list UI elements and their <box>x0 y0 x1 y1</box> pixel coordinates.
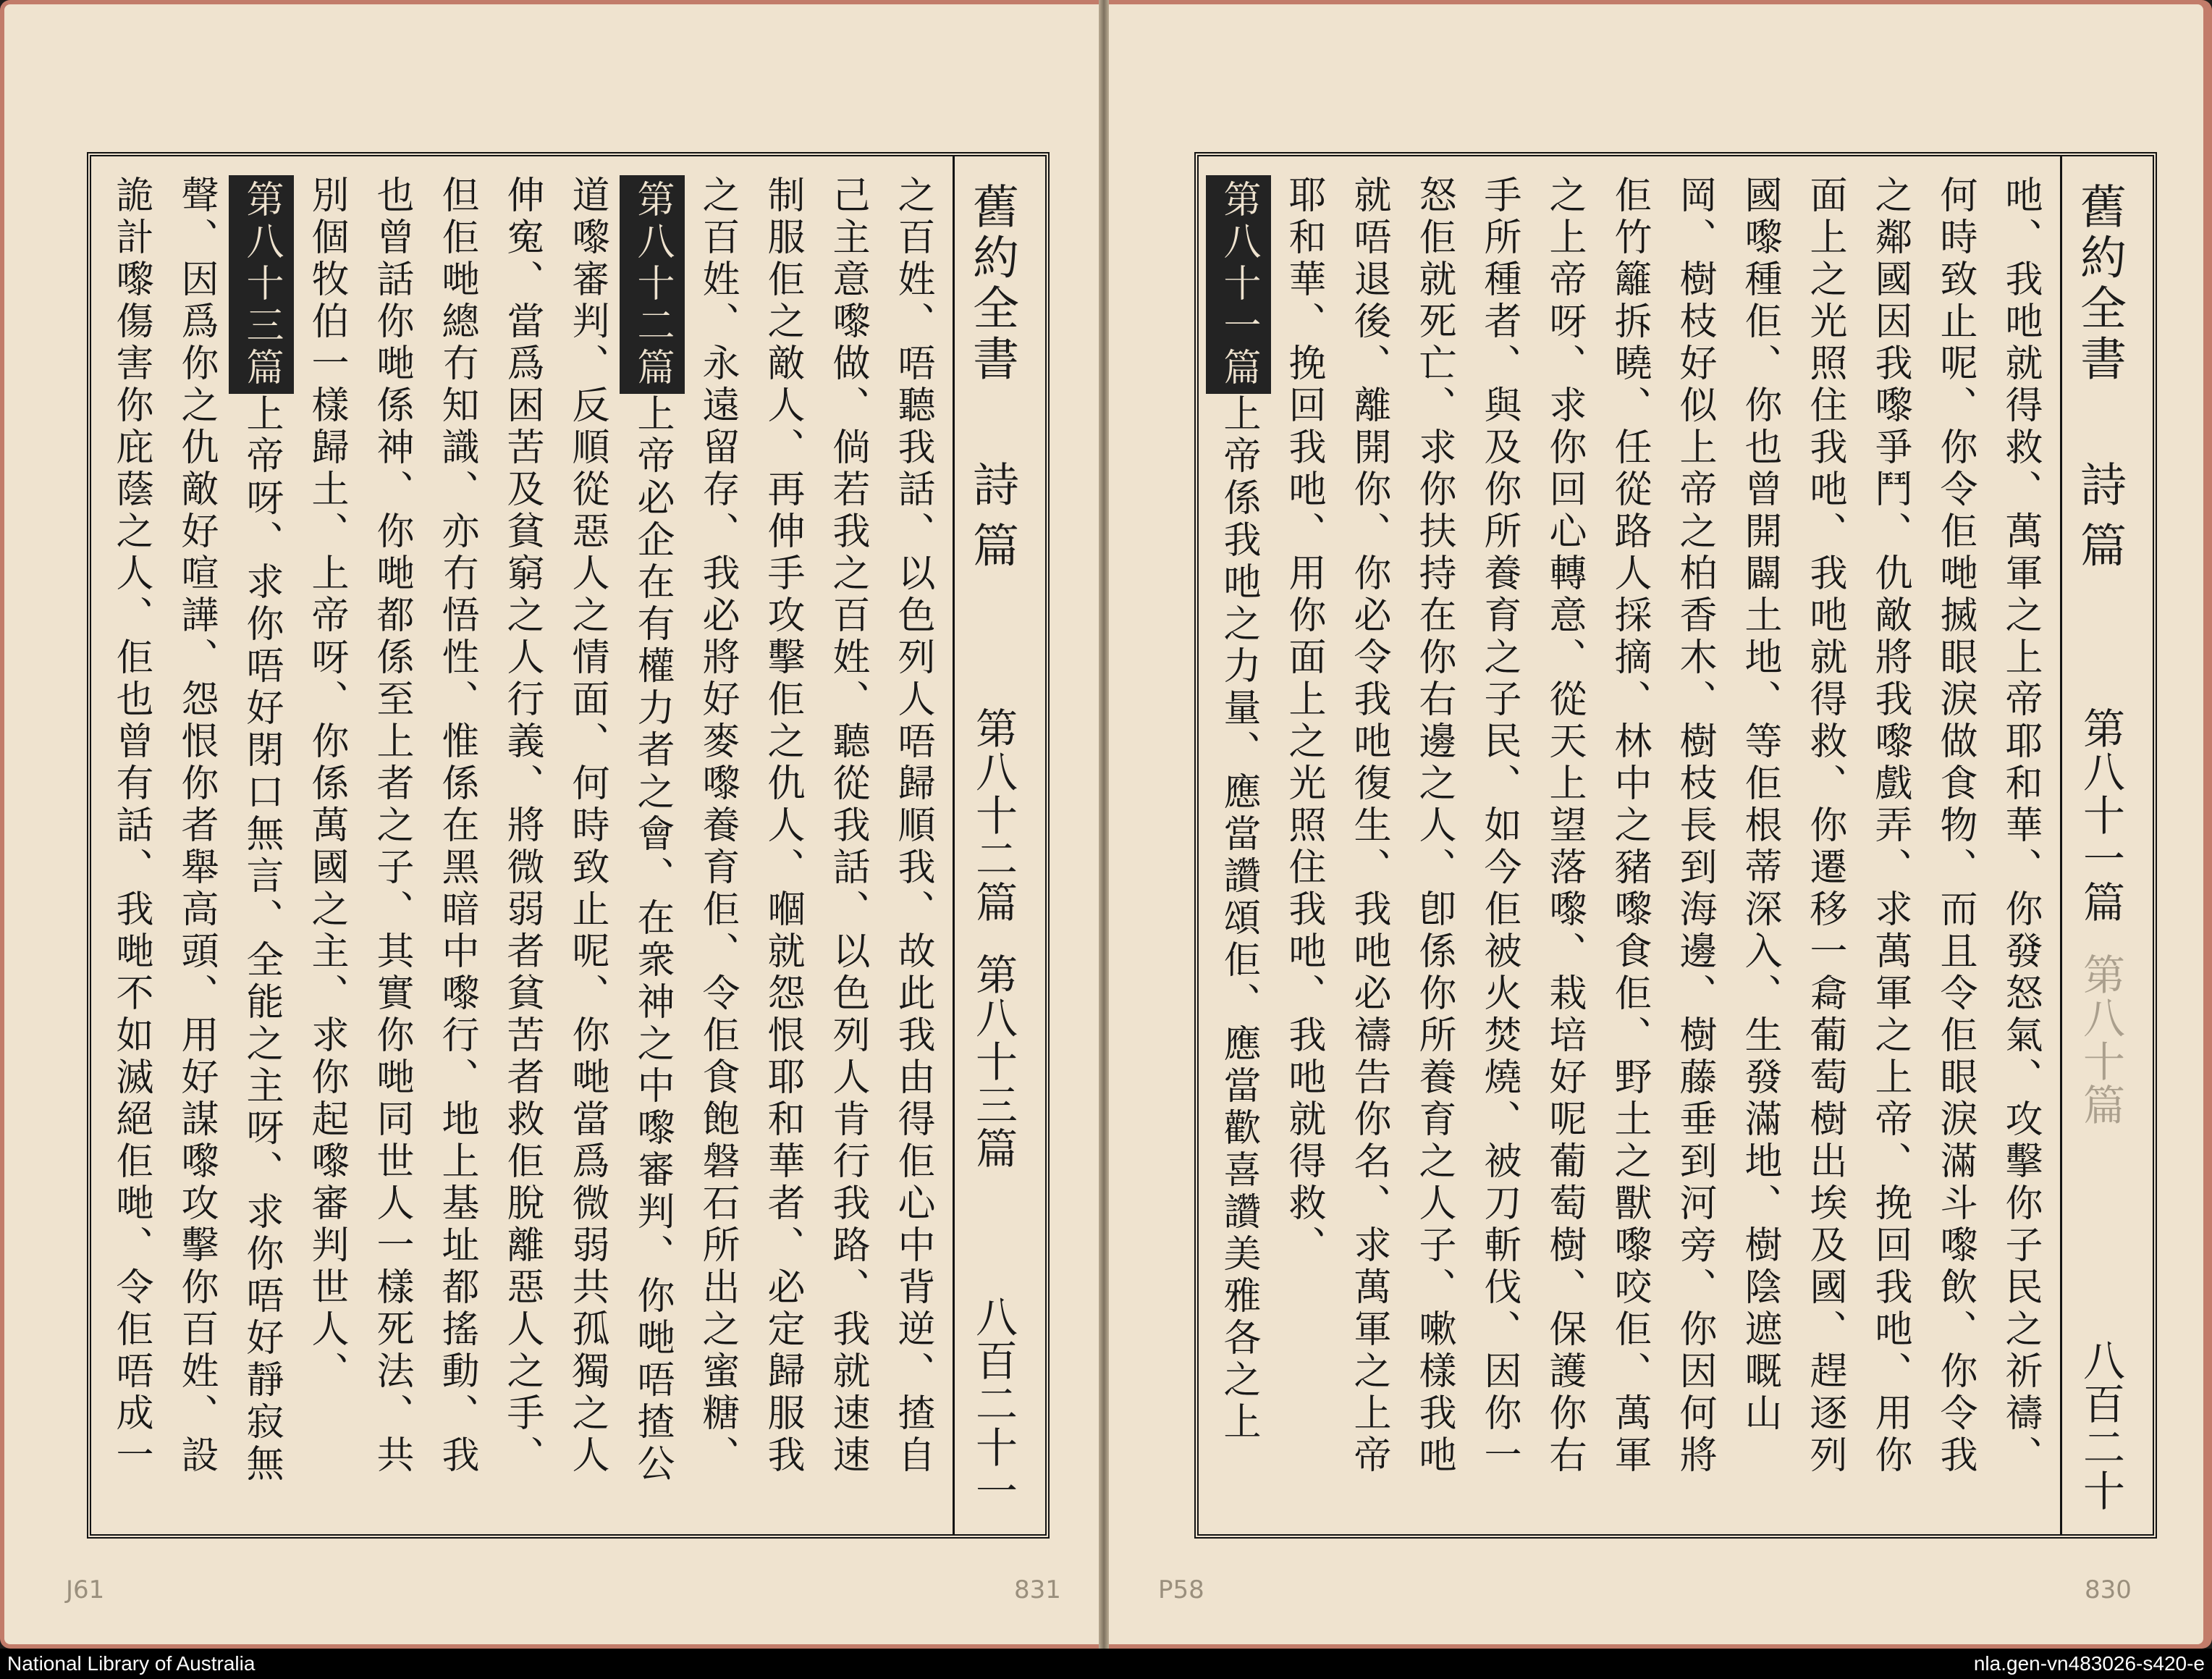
left-text-frame <box>87 152 1050 1539</box>
right-chapter-heading-1: 第八十一篇 <box>1206 175 1271 394</box>
left-chapter-heading-1: 第八十二篇 <box>620 175 685 394</box>
left-chapter-label: 第八十二篇 <box>968 707 1018 924</box>
footer-library-name: National Library of Australia <box>7 1652 256 1675</box>
left-header-column <box>953 156 1045 1534</box>
right-paragraph-0: 吔、我吔就得救、萬軍之上帝耶和華、你發怒氣、攻擊你子民之祈禱、何時致止呢、你令佢哋搣眼淚做食物、而且令佢眼淚滿斗嚟飲、你令我之鄰國因我嚟爭鬥、仇敵將我嚟戲弄、求萬軍之上帝、挽回我吔、用你面上之光照住我吔、我吔就得救、你遷移一樖葡萄樹出埃及國、趕逐列國嚟種佢、你也曾開闢土地、等佢根蒂深入、生發滿地、樹陰遮嘅山岡、樹枝好似上帝之柏香木、樹枝長到海邊、樹藤垂到河旁、你因何將佢竹籬拆曉、任從路人採摘、林中之豬嚟食佢、野土之獸嚟咬佢、萬軍之上帝呀、求你回心轉意、從天上望落嚟、栽培好呢葡萄樹、保護你右手所種者、與及你所養育之子民、如今佢被火焚燒、被刀斬伐、因你一怒佢就死亡、求你扶持在你右邊之人、卽係你所養育之人子、嗽樣我吔就唔退後、離開你、你必令我吔復生、我吔必禱告你名、求萬軍之上帝耶和華、挽回我吔、用你面上之光照住我吔、我吔就得救、 <box>1282 175 2042 1477</box>
right-folio-a: P58 <box>1158 1575 1204 1604</box>
right-chapter-label: 第八十一篇 <box>2076 707 2125 924</box>
left-chapter-heading-2: 第八十三篇 <box>229 175 294 394</box>
left-body-text <box>98 175 945 1515</box>
left-folio-b: 831 <box>1014 1575 1061 1604</box>
left-chapter-label-next: 第八十三篇 <box>968 953 1018 1170</box>
right-chapter-label-prev: 第八十篇 <box>2076 953 2125 1127</box>
right-text-frame <box>1194 152 2157 1539</box>
book-gutter <box>1099 0 1109 1649</box>
left-paragraph-0: 之百姓、唔聽我話、以色列人唔歸順我、故此我由得佢心中背逆、揸自己主意嚟做、倘若我之百姓、聽從我話、以色列人肯行我路、我就速速制服佢之敵人、再伸手攻擊佢之仇人、嗰就怨恨耶和華者、必定歸服我之百姓、永遠留存、我必將好麥嚟養育佢、令佢食飽磐石所出之蜜糖、 <box>696 175 934 1477</box>
right-header-column <box>2060 156 2153 1534</box>
right-folio-b: 830 <box>2085 1575 2132 1604</box>
right-section-title: 詩篇 <box>2072 460 2126 582</box>
left-paragraph-2: 第八十三篇上帝呀、求你唔好閉口無言、全能之主呀、求你唔好靜寂無聲、因爲你之仇敵好喧譁、怨恨你者舉高頭、用好謀嚟攻擊你百姓、設詭計嚟傷害你庇蔭之人、佢也曾有話、我哋不如滅絕佢哋、令佢唔成一 <box>98 175 294 1515</box>
left-folio-a: J61 <box>66 1575 105 1604</box>
viewer-footer <box>0 1649 2212 1679</box>
right-paragraph-1: 第八十一篇上帝係我吔之力量、應當讚頌佢、應當歡喜讚美雅各之上 <box>1206 175 1271 1515</box>
right-body-text <box>1206 175 2053 1515</box>
right-book-title: 舊約全書 <box>2072 182 2126 385</box>
left-section-title: 詩篇 <box>965 460 1018 582</box>
left-paragraph-1: 第八十二篇上帝必企在有權力者之會、在衆神之中嚟審判、你哋唔揸公道嚟審判、反順從惡人之情面、何時致止呢、你哋當爲微弱共孤獨之人伸寃、當爲困苦及貧窮之人行義、將微弱者貧苦者救佢脫離惡人之手、但佢哋總冇知識、亦冇悟性、惟係在黑暗中嚟行、地上基址都搖動、我也曾話你哋係神、你哋都係至上者之子、其實你哋同世人一樣死法、共別個牧伯一樣歸土、上帝呀、你係萬國之主、求你起嚟審判世人、 <box>294 175 685 1515</box>
right-page-number: 八百二十 <box>2076 1339 2125 1512</box>
left-book-title: 舊約全書 <box>965 182 1018 385</box>
footer-record-id: nla.gen-vn483026-s420-e <box>1973 1652 2205 1675</box>
left-page-number: 八百二十一 <box>968 1295 1018 1512</box>
